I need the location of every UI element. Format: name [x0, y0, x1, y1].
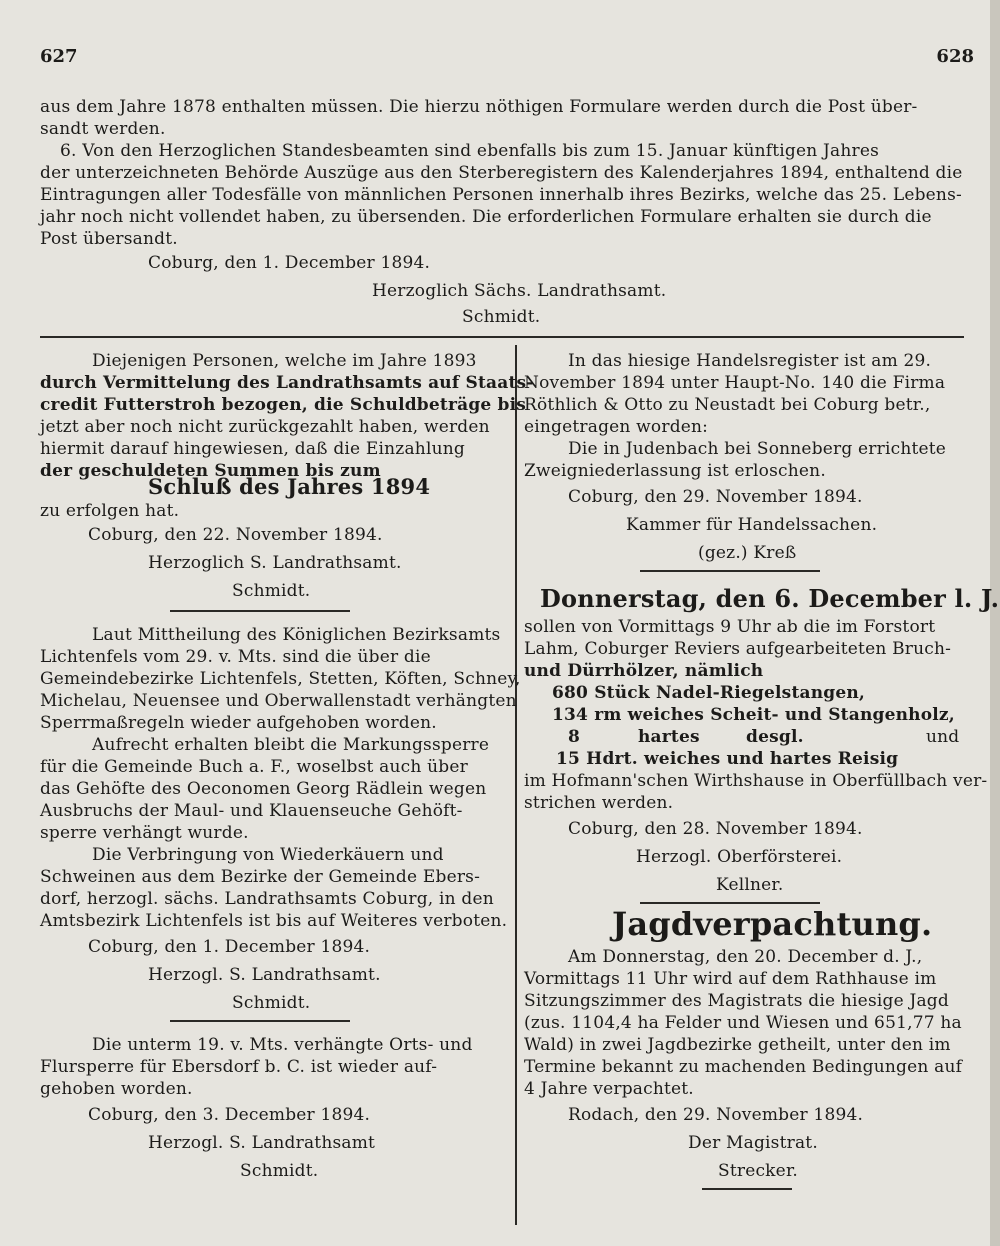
authority-line: Der Magistrat.: [688, 1133, 818, 1153]
wood-item-kind: hartes: [638, 727, 700, 747]
right-line: sollen von Vormittags 9 Uhr ab die im Forstort: [524, 617, 936, 637]
left-line: Die Verbringung von Wiederkäuern und: [92, 845, 444, 865]
wood-item: 680 Stück Nadel-Riegelstangen,: [552, 683, 866, 703]
left-line: Schweinen aus dem Bezirke der Gemeinde Ebers-: [40, 867, 481, 887]
right-line: Wald) in zwei Jagdbezirke getheilt, unter den im: [524, 1035, 951, 1055]
notice-heading: Donnerstag, den 6. December l. J.: [540, 584, 1000, 613]
left-line: das Gehöfte des Oeconomen Georg Rädlein wegen: [40, 779, 487, 799]
left-line: zu erfolgen hat.: [40, 501, 180, 521]
authority-line: Herzogl. S. Landrathsamt.: [148, 965, 381, 985]
left-line: Ausbruchs der Maul- und Klauenseuche Gehöft-: [40, 801, 463, 821]
top-line: Post übersandt.: [40, 229, 178, 249]
signature: Strecker.: [718, 1161, 799, 1181]
top-line: jahr noch nicht vollendet haben, zu übersenden. Die erforderlichen Formulare erhalten sie durch die: [40, 207, 932, 227]
wood-item-and: und: [926, 727, 960, 747]
right-line: Vormittags 11 Uhr wird auf dem Rathhause im: [524, 969, 937, 989]
right-line: Die in Judenbach bei Sonneberg errichtete: [568, 439, 947, 459]
right-line: Am Donnerstag, den 20. December d. J.,: [568, 947, 923, 967]
signature: (gez.) Kreß: [698, 543, 797, 563]
left-line: Laut Mittheilung des Königlichen Bezirksamts: [92, 625, 501, 645]
signature: Schmidt.: [232, 581, 311, 601]
top-line: sandt werden.: [40, 119, 166, 139]
left-line: Diejenigen Personen, welche im Jahre 1893: [92, 351, 477, 371]
right-line: eingetragen worden:: [524, 417, 709, 437]
notice-separator: [170, 610, 350, 612]
right-line: In das hiesige Handelsregister ist am 29.: [568, 351, 932, 371]
left-line: der geschuldeten Summen bis zum: [40, 461, 381, 481]
signature: Schmidt.: [240, 1161, 319, 1181]
right-line: Röthlich & Otto zu Neustadt bei Coburg betr.,: [524, 395, 931, 415]
left-line: hiermit darauf hingewiesen, daß die Einzahlung: [40, 439, 465, 459]
signature: Schmidt.: [462, 307, 541, 327]
left-line: jetzt aber noch nicht zurückgezahlt haben, werden: [40, 417, 490, 437]
wood-item-qty: 8: [568, 727, 581, 747]
right-line: November 1894 unter Haupt-No. 140 die Firma: [524, 373, 946, 393]
signature: Kellner.: [716, 875, 784, 895]
wood-item-ditto: desgl.: [746, 727, 804, 747]
right-line: und Dürrhölzer, nämlich: [524, 661, 764, 681]
left-line: gehoben worden.: [40, 1079, 193, 1099]
top-line: 6. Von den Herzoglichen Standesbeamten sind ebenfalls bis zum 15. Januar künftigen Jahres: [60, 141, 880, 161]
left-line: Lichtenfels vom 29. v. Mts. sind die über die: [40, 647, 431, 667]
top-separator: [40, 336, 964, 338]
left-line: durch Vermittelung des Landrathsamts auf Staats-: [40, 373, 534, 393]
left-line: Amtsbezirk Lichtenfels ist bis auf Weiteres verboten.: [40, 911, 508, 931]
top-line: der unterzeichneten Behörde Auszüge aus den Sterberegistern des Kalenderjahres 1894, enthaltend die: [40, 163, 963, 183]
top-line: Eintragungen aller Todesfälle von männlichen Personen innerhalb ihres Bezirks, welche das 25. Lebens-: [40, 185, 962, 205]
column-divider: [515, 345, 517, 1225]
authority-line: Kammer für Handelssachen.: [626, 515, 878, 535]
signature: Schmidt.: [232, 993, 311, 1013]
wood-item: 134 rm weiches Scheit- und Stangenholz,: [552, 705, 955, 725]
right-line: strichen werden.: [524, 793, 674, 813]
left-line: sperre verhängt wurde.: [40, 823, 249, 843]
authority-line: Herzogl. S. Landrathsamt: [148, 1133, 376, 1153]
left-line: Michelau, Neuensee und Oberwallenstadt verhängten: [40, 691, 517, 711]
date-line: Coburg, den 1. December 1894.: [148, 253, 431, 273]
date-line: Coburg, den 22. November 1894.: [88, 525, 383, 545]
right-line: (zus. 1104,4 ha Felder und Wiesen und 651,77 ha: [524, 1013, 962, 1033]
left-line: für die Gemeinde Buch a. F., woselbst auch über: [40, 757, 468, 777]
emphasis-line: Schluß des Jahres 1894: [148, 474, 431, 499]
left-line: dorf, herzogl. sächs. Landrathsamts Coburg, in den: [40, 889, 494, 909]
authority-line: Herzoglich S. Landrathsamt.: [148, 553, 402, 573]
notice-heading: Jagdverpachtung.: [612, 905, 933, 943]
left-line: Die unterm 19. v. Mts. verhängte Orts- und: [92, 1035, 473, 1055]
top-line: aus dem Jahre 1878 enthalten müssen. Die hierzu nöthigen Formulare werden durch die Post über-: [40, 97, 918, 117]
authority-line: Herzoglich Sächs. Landrathsamt.: [372, 281, 667, 301]
page-spine-shadow: [990, 0, 1000, 1246]
notice-separator: [702, 1188, 792, 1190]
right-line: Termine bekannt zu machenden Bedingungen auf: [524, 1057, 963, 1077]
date-line: Rodach, den 29. November 1894.: [568, 1105, 864, 1125]
right-line: im Hofmann'schen Wirthshause in Oberfüllbach ver-: [524, 771, 988, 791]
authority-line: Herzogl. Oberförsterei.: [636, 847, 843, 867]
notice-separator: [640, 570, 820, 572]
left-line: Sperrmaßregeln wieder aufgehoben worden.: [40, 713, 437, 733]
left-line: Aufrecht erhalten bleibt die Markungssperre: [92, 735, 490, 755]
left-line: Flursperre für Ebersdorf b. C. ist wieder auf-: [40, 1057, 438, 1077]
date-line: Coburg, den 1. December 1894.: [88, 937, 371, 957]
page-number-right: 628: [936, 46, 974, 67]
date-line: Coburg, den 28. November 1894.: [568, 819, 863, 839]
wood-item: 15 Hdrt. weiches und hartes Reisig: [556, 749, 899, 769]
right-line: Sitzungszimmer des Magistrats die hiesige Jagd: [524, 991, 949, 1011]
date-line: Coburg, den 29. November 1894.: [568, 487, 863, 507]
right-line: Lahm, Coburger Reviers aufgearbeiteten Bruch-: [524, 639, 952, 659]
right-line: Zweigniederlassung ist erloschen.: [524, 461, 826, 481]
notice-separator: [170, 1020, 350, 1022]
right-line: 4 Jahre verpachtet.: [524, 1079, 694, 1099]
left-line: credit Futterstroh bezogen, die Schuldbeträge bis: [40, 395, 527, 415]
date-line: Coburg, den 3. December 1894.: [88, 1105, 371, 1125]
left-line: Gemeindebezirke Lichtenfels, Stetten, Köften, Schney,: [40, 669, 521, 689]
page-number-left: 627: [40, 46, 78, 67]
